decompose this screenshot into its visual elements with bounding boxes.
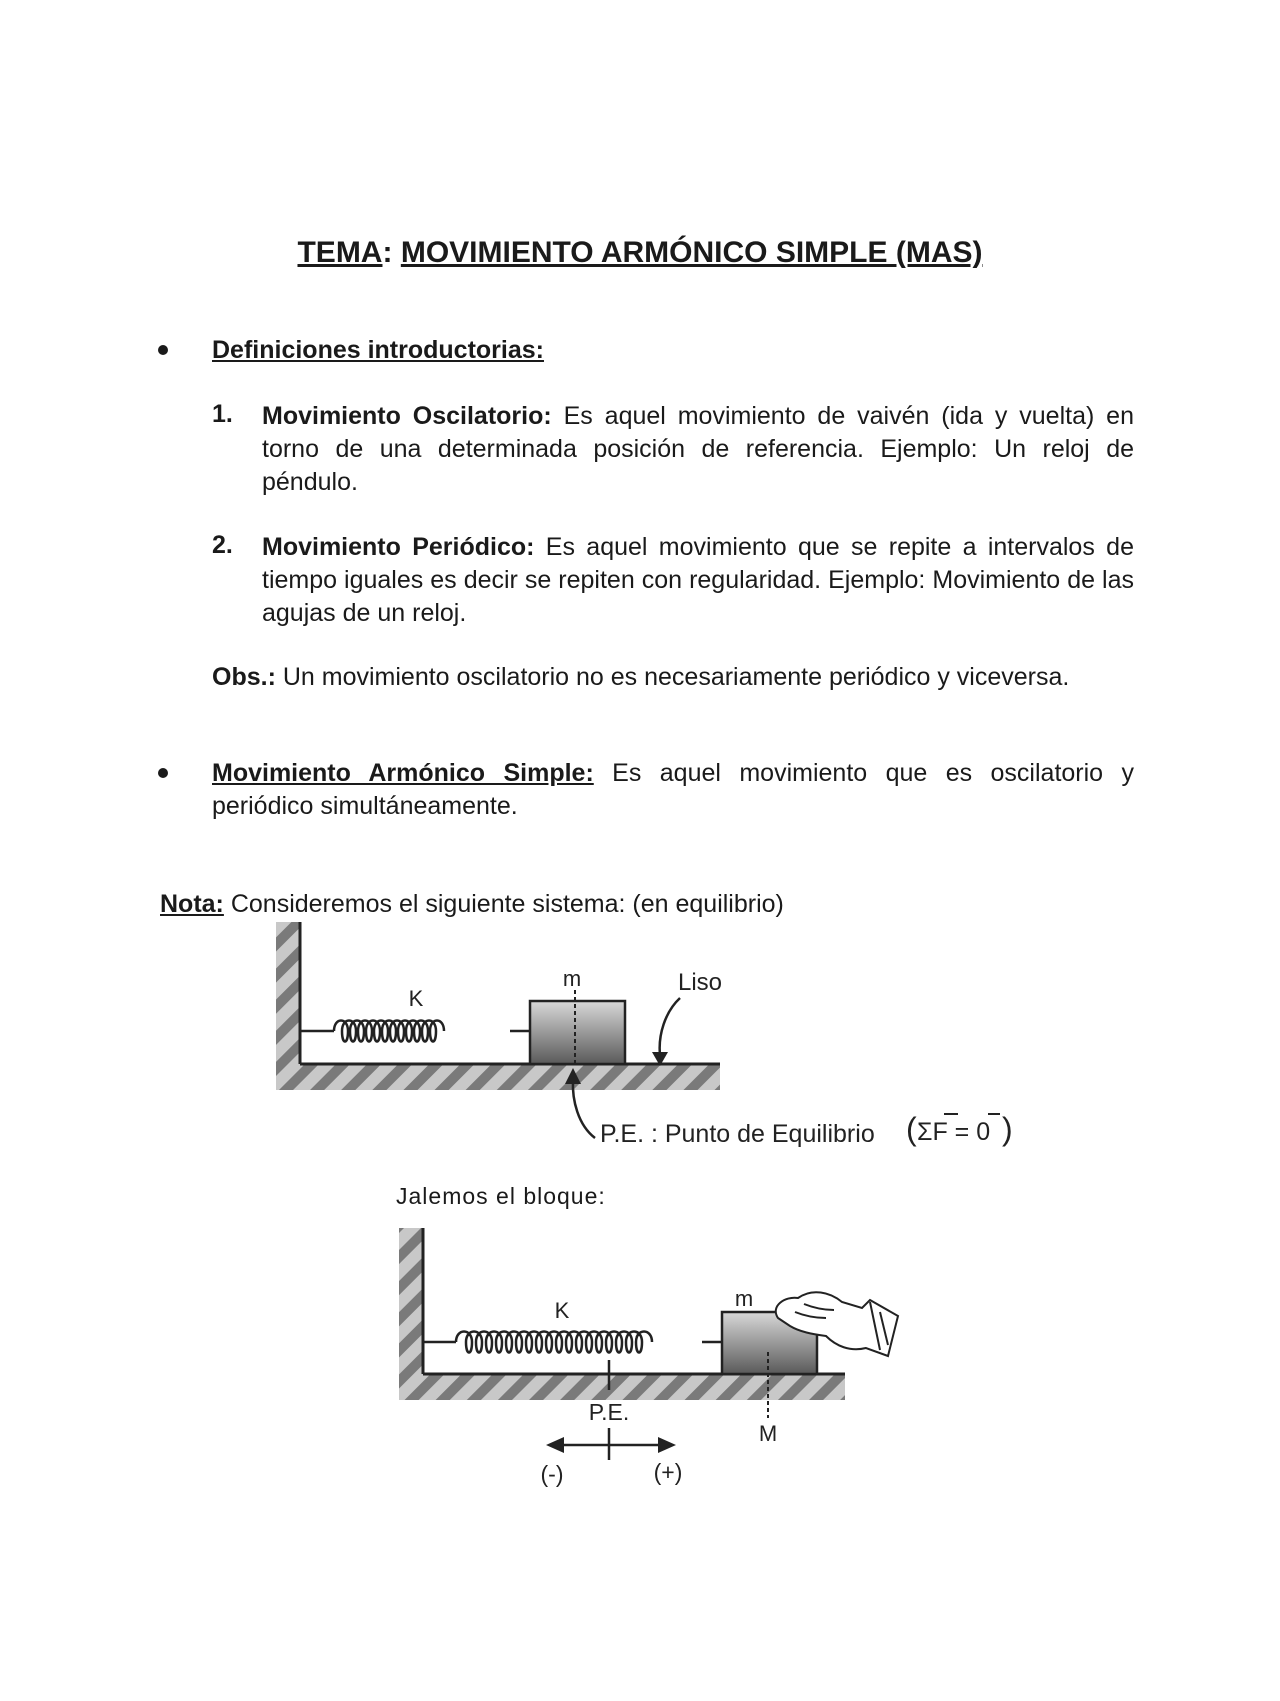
pe-caption: P.E. : Punto de Equilibrio [600,1120,875,1148]
obs-text: Un movimiento oscilatorio no es necesariamente periódico y viceversa. [275,663,1070,691]
nota-label: Nota: [160,890,224,918]
nota-text: Consideremos el siguiente sistema: (en equilibrio) [223,890,784,918]
spring-icon [423,1332,722,1353]
label-M: M [758,1421,778,1446]
jalemos-caption: Jalemos el bloque: [396,1183,606,1209]
label-pe: P.E. [588,1399,630,1425]
section-heading-definiciones: Definiciones introductorias: [212,336,544,364]
definition-term: Movimiento Periódico: [262,533,535,561]
label-positive: (+) [653,1459,683,1485]
definition-text: Es aquel movimiento de vaivén (ida y vuelta) en torno de una determinada posición de referencia. Ejemplo: Un reloj de péndulo. [262,402,1134,496]
sum-f-formula: ΣF = 0 [917,1118,991,1146]
mas-text: Es aquel movimiento que es oscilatorio y periódico simultáneamente. [212,759,1134,820]
title-tema: TEMA [297,236,383,269]
label-liso: Liso [678,969,723,996]
definition-text: Es aquel movimiento que se repite a intervalos de tiempo iguales es decir se repiten con regularidad. Ejemplo: Movimiento de las agujas de un reloj. [262,533,1134,627]
direction-arrow-icon [546,1437,676,1453]
item-number: 1. [212,400,233,428]
mas-term: Movimiento Armónico Simple: [212,759,594,787]
label-m: m [562,966,582,991]
definition-term: Movimiento Oscilatorio: [262,402,552,430]
paren-open: ( [906,1111,917,1147]
obs-label: Obs.: [212,663,276,691]
paren-close: ) [1002,1111,1013,1147]
title-colon: : [382,236,393,269]
floor [399,1374,845,1400]
title-main: MOVIMIENTO ARMÓNICO SIMPLE (MAS) [400,236,983,269]
label-negative: (-) [540,1461,564,1487]
label-k: K [408,986,424,1011]
label-m: m [734,1286,754,1311]
item-number: 2. [212,531,233,559]
label-k: K [554,1298,570,1323]
wall [399,1228,423,1374]
